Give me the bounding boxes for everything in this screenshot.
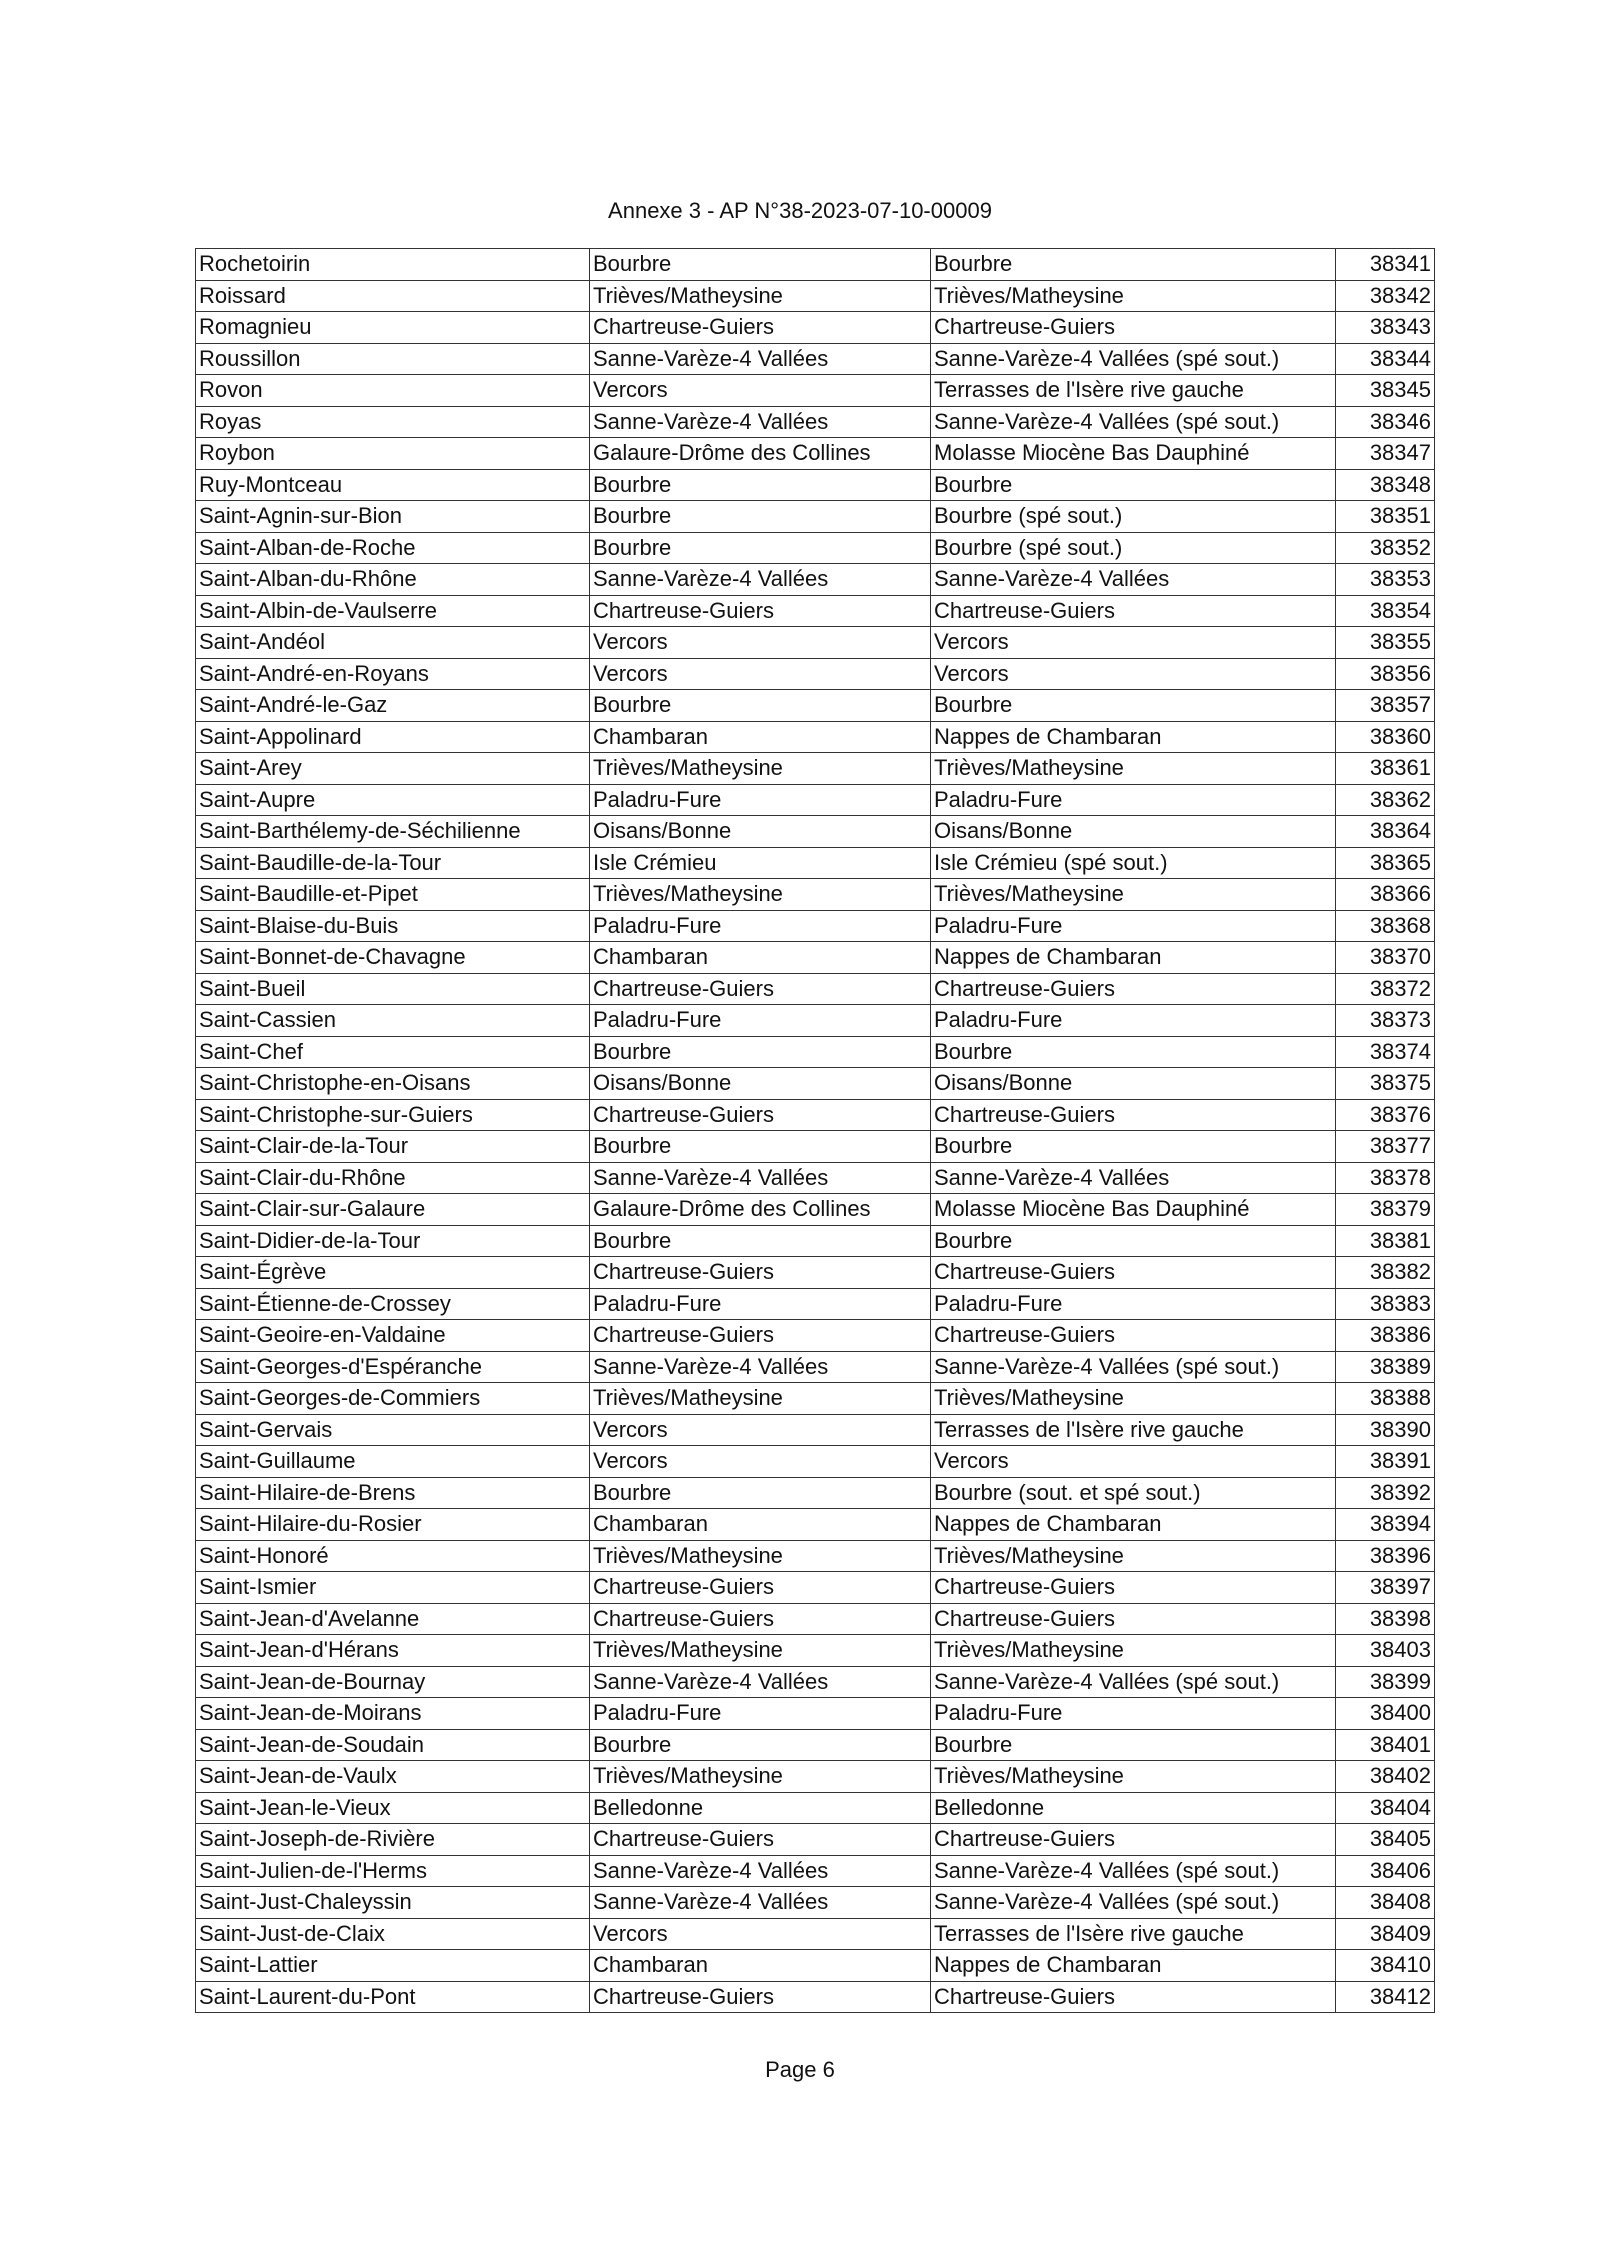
sub-zone-cell: Terrasses de l'Isère rive gauche (931, 375, 1336, 407)
insee-code-cell: 38404 (1336, 1792, 1435, 1824)
table-row (196, 1162, 1435, 1194)
sub-zone-cell: Chartreuse-Guiers (931, 1603, 1336, 1635)
zone-cell: Sanne-Varèze-4 Vallées (590, 1887, 931, 1919)
table-row (196, 816, 1435, 848)
table-row (196, 753, 1435, 785)
zone-cell: Chartreuse-Guiers (590, 1099, 931, 1131)
sub-zone-cell: Nappes de Chambaran (931, 942, 1336, 974)
zone-cell: Bourbre (590, 1131, 931, 1163)
commune-cell: Saint-Bueil (196, 973, 590, 1005)
sub-zone-cell: Chartreuse-Guiers (931, 1572, 1336, 1604)
sub-zone-cell: Chartreuse-Guiers (931, 1824, 1336, 1856)
zone-cell: Chambaran (590, 942, 931, 974)
commune-cell: Rovon (196, 375, 590, 407)
table-row (196, 438, 1435, 470)
sub-zone-cell: Vercors (931, 627, 1336, 659)
table-row (196, 658, 1435, 690)
table-row (196, 1446, 1435, 1478)
table-row (196, 1572, 1435, 1604)
insee-code-cell: 38378 (1336, 1162, 1435, 1194)
insee-code-cell: 38376 (1336, 1099, 1435, 1131)
insee-code-cell: 38365 (1336, 847, 1435, 879)
sub-zone-cell: Bourbre (spé sout.) (931, 501, 1336, 533)
commune-cell: Saint-Jean-d'Hérans (196, 1635, 590, 1667)
commune-cell: Royas (196, 406, 590, 438)
sub-zone-cell: Trièves/Matheysine (931, 1540, 1336, 1572)
zone-cell: Belledonne (590, 1792, 931, 1824)
commune-cell: Rochetoirin (196, 249, 590, 281)
table-row (196, 721, 1435, 753)
page-number: Page 6 (765, 2057, 835, 2082)
sub-zone-cell: Molasse Miocène Bas Dauphiné (931, 1194, 1336, 1226)
commune-cell: Saint-Étienne-de-Crossey (196, 1288, 590, 1320)
table-row (196, 469, 1435, 501)
table-row (196, 1824, 1435, 1856)
zone-cell: Bourbre (590, 469, 931, 501)
sub-zone-cell: Chartreuse-Guiers (931, 595, 1336, 627)
commune-cell: Saint-Chef (196, 1036, 590, 1068)
zone-cell: Sanne-Varèze-4 Vallées (590, 343, 931, 375)
insee-code-cell: 38347 (1336, 438, 1435, 470)
sub-zone-cell: Sanne-Varèze-4 Vallées (spé sout.) (931, 1855, 1336, 1887)
zone-cell: Bourbre (590, 1729, 931, 1761)
commune-cell: Saint-Christophe-sur-Guiers (196, 1099, 590, 1131)
sub-zone-cell: Nappes de Chambaran (931, 721, 1336, 753)
commune-cell: Saint-Égrève (196, 1257, 590, 1289)
insee-code-cell: 38397 (1336, 1572, 1435, 1604)
insee-code-cell: 38391 (1336, 1446, 1435, 1478)
sub-zone-cell: Nappes de Chambaran (931, 1950, 1336, 1982)
commune-cell: Saint-Just-Chaleyssin (196, 1887, 590, 1919)
table-row (196, 1320, 1435, 1352)
sub-zone-cell: Trièves/Matheysine (931, 280, 1336, 312)
sub-zone-cell: Paladru-Fure (931, 1698, 1336, 1730)
insee-code-cell: 38412 (1336, 1981, 1435, 2013)
sub-zone-cell: Paladru-Fure (931, 1005, 1336, 1037)
table-row (196, 973, 1435, 1005)
table-row (196, 1950, 1435, 1982)
sub-zone-cell: Paladru-Fure (931, 1288, 1336, 1320)
zone-cell: Chartreuse-Guiers (590, 1981, 931, 2013)
communes-table (195, 248, 1435, 2013)
zone-cell: Sanne-Varèze-4 Vallées (590, 1855, 931, 1887)
insee-code-cell: 38351 (1336, 501, 1435, 533)
sub-zone-cell: Sanne-Varèze-4 Vallées (spé sout.) (931, 1351, 1336, 1383)
table-row (196, 910, 1435, 942)
table-row (196, 1257, 1435, 1289)
table-row (196, 879, 1435, 911)
sub-zone-cell: Nappes de Chambaran (931, 1509, 1336, 1541)
commune-cell: Roissard (196, 280, 590, 312)
insee-code-cell: 38345 (1336, 375, 1435, 407)
commune-cell: Saint-Barthélemy-de-Séchilienne (196, 816, 590, 848)
commune-cell: Saint-Jean-de-Bournay (196, 1666, 590, 1698)
table-row (196, 1194, 1435, 1226)
insee-code-cell: 38398 (1336, 1603, 1435, 1635)
commune-cell: Saint-Jean-de-Vaulx (196, 1761, 590, 1793)
commune-cell: Saint-Jean-de-Moirans (196, 1698, 590, 1730)
sub-zone-cell: Vercors (931, 1446, 1336, 1478)
zone-cell: Chartreuse-Guiers (590, 1257, 931, 1289)
zone-cell: Bourbre (590, 249, 931, 281)
commune-cell: Saint-Geoire-en-Valdaine (196, 1320, 590, 1352)
sub-zone-cell: Chartreuse-Guiers (931, 1981, 1336, 2013)
table-row (196, 847, 1435, 879)
zone-cell: Oisans/Bonne (590, 816, 931, 848)
insee-code-cell: 38381 (1336, 1225, 1435, 1257)
sub-zone-cell: Vercors (931, 658, 1336, 690)
commune-cell: Saint-Joseph-de-Rivière (196, 1824, 590, 1856)
sub-zone-cell: Paladru-Fure (931, 784, 1336, 816)
insee-code-cell: 38348 (1336, 469, 1435, 501)
table-row (196, 532, 1435, 564)
communes-table-body (196, 249, 1435, 2013)
table-row (196, 1509, 1435, 1541)
sub-zone-cell: Molasse Miocène Bas Dauphiné (931, 438, 1336, 470)
insee-code-cell: 38374 (1336, 1036, 1435, 1068)
commune-cell: Saint-André-le-Gaz (196, 690, 590, 722)
table-row (196, 1414, 1435, 1446)
insee-code-cell: 38388 (1336, 1383, 1435, 1415)
page-header-title: Annexe 3 - AP N°38-2023-07-10-00009 (608, 198, 992, 223)
commune-cell: Saint-Laurent-du-Pont (196, 1981, 590, 2013)
zone-cell: Chartreuse-Guiers (590, 595, 931, 627)
sub-zone-cell: Bourbre (931, 249, 1336, 281)
insee-code-cell: 38346 (1336, 406, 1435, 438)
insee-code-cell: 38373 (1336, 1005, 1435, 1037)
commune-cell: Saint-Christophe-en-Oisans (196, 1068, 590, 1100)
table-row (196, 1666, 1435, 1698)
sub-zone-cell: Bourbre (931, 1036, 1336, 1068)
commune-cell: Saint-André-en-Royans (196, 658, 590, 690)
zone-cell: Chartreuse-Guiers (590, 1572, 931, 1604)
commune-cell: Saint-Lattier (196, 1950, 590, 1982)
zone-cell: Trièves/Matheysine (590, 1761, 931, 1793)
zone-cell: Chartreuse-Guiers (590, 1603, 931, 1635)
zone-cell: Trièves/Matheysine (590, 1635, 931, 1667)
zone-cell: Galaure-Drôme des Collines (590, 438, 931, 470)
table-row (196, 375, 1435, 407)
commune-cell: Saint-Honoré (196, 1540, 590, 1572)
commune-cell: Saint-Clair-sur-Galaure (196, 1194, 590, 1226)
table-row (196, 1761, 1435, 1793)
commune-cell: Saint-Georges-de-Commiers (196, 1383, 590, 1415)
zone-cell: Vercors (590, 1918, 931, 1950)
commune-cell: Roussillon (196, 343, 590, 375)
insee-code-cell: 38354 (1336, 595, 1435, 627)
zone-cell: Trièves/Matheysine (590, 753, 931, 785)
table-row (196, 1792, 1435, 1824)
zone-cell: Bourbre (590, 532, 931, 564)
insee-code-cell: 38392 (1336, 1477, 1435, 1509)
zone-cell: Vercors (590, 1446, 931, 1478)
commune-cell: Saint-Hilaire-du-Rosier (196, 1509, 590, 1541)
zone-cell: Sanne-Varèze-4 Vallées (590, 1666, 931, 1698)
table-row (196, 784, 1435, 816)
insee-code-cell: 38405 (1336, 1824, 1435, 1856)
zone-cell: Bourbre (590, 501, 931, 533)
commune-cell: Romagnieu (196, 312, 590, 344)
table-row (196, 1288, 1435, 1320)
table-row (196, 627, 1435, 659)
table-row (196, 1981, 1435, 2013)
sub-zone-cell: Sanne-Varèze-4 Vallées (931, 564, 1336, 596)
commune-cell: Saint-Jean-le-Vieux (196, 1792, 590, 1824)
zone-cell: Bourbre (590, 1036, 931, 1068)
commune-cell: Saint-Cassien (196, 1005, 590, 1037)
insee-code-cell: 38409 (1336, 1918, 1435, 1950)
sub-zone-cell: Sanne-Varèze-4 Vallées (spé sout.) (931, 406, 1336, 438)
zone-cell: Vercors (590, 658, 931, 690)
table-row (196, 1855, 1435, 1887)
insee-code-cell: 38361 (1336, 753, 1435, 785)
sub-zone-cell: Sanne-Varèze-4 Vallées (spé sout.) (931, 1666, 1336, 1698)
sub-zone-cell: Chartreuse-Guiers (931, 973, 1336, 1005)
sub-zone-cell: Sanne-Varèze-4 Vallées (spé sout.) (931, 343, 1336, 375)
insee-code-cell: 38403 (1336, 1635, 1435, 1667)
insee-code-cell: 38353 (1336, 564, 1435, 596)
zone-cell: Trièves/Matheysine (590, 280, 931, 312)
sub-zone-cell: Chartreuse-Guiers (931, 1099, 1336, 1131)
sub-zone-cell: Bourbre (931, 1131, 1336, 1163)
sub-zone-cell: Trièves/Matheysine (931, 1383, 1336, 1415)
zone-cell: Chambaran (590, 721, 931, 753)
insee-code-cell: 38400 (1336, 1698, 1435, 1730)
sub-zone-cell: Trièves/Matheysine (931, 753, 1336, 785)
zone-cell: Chambaran (590, 1950, 931, 1982)
insee-code-cell: 38396 (1336, 1540, 1435, 1572)
insee-code-cell: 38362 (1336, 784, 1435, 816)
table-row (196, 1635, 1435, 1667)
commune-cell: Saint-Baudille-et-Pipet (196, 879, 590, 911)
insee-code-cell: 38356 (1336, 658, 1435, 690)
sub-zone-cell: Bourbre (spé sout.) (931, 532, 1336, 564)
commune-cell: Saint-Andéol (196, 627, 590, 659)
sub-zone-cell: Terrasses de l'Isère rive gauche (931, 1918, 1336, 1950)
sub-zone-cell: Chartreuse-Guiers (931, 1320, 1336, 1352)
table-row (196, 1099, 1435, 1131)
insee-code-cell: 38364 (1336, 816, 1435, 848)
insee-code-cell: 38408 (1336, 1887, 1435, 1919)
insee-code-cell: 38355 (1336, 627, 1435, 659)
table-row (196, 595, 1435, 627)
sub-zone-cell: Terrasses de l'Isère rive gauche (931, 1414, 1336, 1446)
commune-cell: Saint-Alban-de-Roche (196, 532, 590, 564)
zone-cell: Sanne-Varèze-4 Vallées (590, 406, 931, 438)
table-row (196, 406, 1435, 438)
commune-cell: Saint-Alban-du-Rhône (196, 564, 590, 596)
commune-cell: Saint-Didier-de-la-Tour (196, 1225, 590, 1257)
zone-cell: Chartreuse-Guiers (590, 973, 931, 1005)
table-row (196, 942, 1435, 974)
commune-cell: Saint-Julien-de-l'Herms (196, 1855, 590, 1887)
insee-code-cell: 38389 (1336, 1351, 1435, 1383)
sub-zone-cell: Bourbre (931, 690, 1336, 722)
sub-zone-cell: Bourbre (931, 1225, 1336, 1257)
sub-zone-cell: Trièves/Matheysine (931, 1635, 1336, 1667)
commune-cell: Saint-Agnin-sur-Bion (196, 501, 590, 533)
sub-zone-cell: Bourbre (931, 469, 1336, 501)
zone-cell: Paladru-Fure (590, 784, 931, 816)
insee-code-cell: 38377 (1336, 1131, 1435, 1163)
zone-cell: Sanne-Varèze-4 Vallées (590, 1162, 931, 1194)
zone-cell: Vercors (590, 1414, 931, 1446)
commune-cell: Saint-Arey (196, 753, 590, 785)
insee-code-cell: 38402 (1336, 1761, 1435, 1793)
zone-cell: Trièves/Matheysine (590, 879, 931, 911)
table-row (196, 280, 1435, 312)
sub-zone-cell: Chartreuse-Guiers (931, 312, 1336, 344)
commune-cell: Saint-Guillaume (196, 1446, 590, 1478)
sub-zone-cell: Isle Crémieu (spé sout.) (931, 847, 1336, 879)
table-row (196, 1918, 1435, 1950)
table-row (196, 1540, 1435, 1572)
sub-zone-cell: Sanne-Varèze-4 Vallées (spé sout.) (931, 1887, 1336, 1919)
zone-cell: Vercors (590, 375, 931, 407)
zone-cell: Chartreuse-Guiers (590, 1824, 931, 1856)
sub-zone-cell: Paladru-Fure (931, 910, 1336, 942)
table-row (196, 1351, 1435, 1383)
insee-code-cell: 38406 (1336, 1855, 1435, 1887)
zone-cell: Galaure-Drôme des Collines (590, 1194, 931, 1226)
commune-cell: Saint-Appolinard (196, 721, 590, 753)
insee-code-cell: 38368 (1336, 910, 1435, 942)
commune-cell: Ruy-Montceau (196, 469, 590, 501)
commune-cell: Saint-Clair-du-Rhône (196, 1162, 590, 1194)
commune-cell: Saint-Gervais (196, 1414, 590, 1446)
sub-zone-cell: Chartreuse-Guiers (931, 1257, 1336, 1289)
zone-cell: Sanne-Varèze-4 Vallées (590, 1351, 931, 1383)
zone-cell: Sanne-Varèze-4 Vallées (590, 564, 931, 596)
insee-code-cell: 38375 (1336, 1068, 1435, 1100)
zone-cell: Trièves/Matheysine (590, 1540, 931, 1572)
insee-code-cell: 38372 (1336, 973, 1435, 1005)
zone-cell: Chambaran (590, 1509, 931, 1541)
table-row (196, 1068, 1435, 1100)
sub-zone-cell: Oisans/Bonne (931, 816, 1336, 848)
commune-cell: Saint-Albin-de-Vaulserre (196, 595, 590, 627)
table-row (196, 1887, 1435, 1919)
commune-cell: Saint-Jean-d'Avelanne (196, 1603, 590, 1635)
zone-cell: Bourbre (590, 1225, 931, 1257)
table-row (196, 1729, 1435, 1761)
insee-code-cell: 38383 (1336, 1288, 1435, 1320)
insee-code-cell: 38366 (1336, 879, 1435, 911)
zone-cell: Paladru-Fure (590, 1005, 931, 1037)
table-row (196, 1225, 1435, 1257)
insee-code-cell: 38341 (1336, 249, 1435, 281)
commune-cell: Saint-Just-de-Claix (196, 1918, 590, 1950)
sub-zone-cell: Oisans/Bonne (931, 1068, 1336, 1100)
zone-cell: Paladru-Fure (590, 1288, 931, 1320)
zone-cell: Chartreuse-Guiers (590, 1320, 931, 1352)
insee-code-cell: 38379 (1336, 1194, 1435, 1226)
table-row (196, 690, 1435, 722)
zone-cell: Paladru-Fure (590, 910, 931, 942)
table-row (196, 249, 1435, 281)
insee-code-cell: 38370 (1336, 942, 1435, 974)
commune-cell: Saint-Jean-de-Soudain (196, 1729, 590, 1761)
insee-code-cell: 38382 (1336, 1257, 1435, 1289)
table-row (196, 564, 1435, 596)
commune-cell: Saint-Bonnet-de-Chavagne (196, 942, 590, 974)
sub-zone-cell: Belledonne (931, 1792, 1336, 1824)
insee-code-cell: 38410 (1336, 1950, 1435, 1982)
table-row (196, 1603, 1435, 1635)
insee-code-cell: 38357 (1336, 690, 1435, 722)
zone-cell: Trièves/Matheysine (590, 1383, 931, 1415)
insee-code-cell: 38401 (1336, 1729, 1435, 1761)
insee-code-cell: 38399 (1336, 1666, 1435, 1698)
table-row (196, 1698, 1435, 1730)
zone-cell: Bourbre (590, 690, 931, 722)
zone-cell: Oisans/Bonne (590, 1068, 931, 1100)
commune-cell: Roybon (196, 438, 590, 470)
zone-cell: Vercors (590, 627, 931, 659)
table-row (196, 312, 1435, 344)
insee-code-cell: 38342 (1336, 280, 1435, 312)
table-row (196, 1131, 1435, 1163)
commune-cell: Saint-Hilaire-de-Brens (196, 1477, 590, 1509)
commune-cell: Saint-Clair-de-la-Tour (196, 1131, 590, 1163)
insee-code-cell: 38386 (1336, 1320, 1435, 1352)
commune-cell: Saint-Ismier (196, 1572, 590, 1604)
table-row (196, 1383, 1435, 1415)
table-row (196, 343, 1435, 375)
sub-zone-cell: Trièves/Matheysine (931, 1761, 1336, 1793)
table-row (196, 1477, 1435, 1509)
commune-cell: Saint-Baudille-de-la-Tour (196, 847, 590, 879)
insee-code-cell: 38343 (1336, 312, 1435, 344)
commune-cell: Saint-Blaise-du-Buis (196, 910, 590, 942)
sub-zone-cell: Sanne-Varèze-4 Vallées (931, 1162, 1336, 1194)
insee-code-cell: 38360 (1336, 721, 1435, 753)
zone-cell: Bourbre (590, 1477, 931, 1509)
commune-cell: Saint-Aupre (196, 784, 590, 816)
sub-zone-cell: Bourbre (sout. et spé sout.) (931, 1477, 1336, 1509)
zone-cell: Isle Crémieu (590, 847, 931, 879)
table-row (196, 1036, 1435, 1068)
sub-zone-cell: Bourbre (931, 1729, 1336, 1761)
insee-code-cell: 38344 (1336, 343, 1435, 375)
table-row (196, 501, 1435, 533)
table-row (196, 1005, 1435, 1037)
zone-cell: Chartreuse-Guiers (590, 312, 931, 344)
insee-code-cell: 38394 (1336, 1509, 1435, 1541)
sub-zone-cell: Trièves/Matheysine (931, 879, 1336, 911)
insee-code-cell: 38390 (1336, 1414, 1435, 1446)
insee-code-cell: 38352 (1336, 532, 1435, 564)
zone-cell: Paladru-Fure (590, 1698, 931, 1730)
commune-cell: Saint-Georges-d'Espéranche (196, 1351, 590, 1383)
